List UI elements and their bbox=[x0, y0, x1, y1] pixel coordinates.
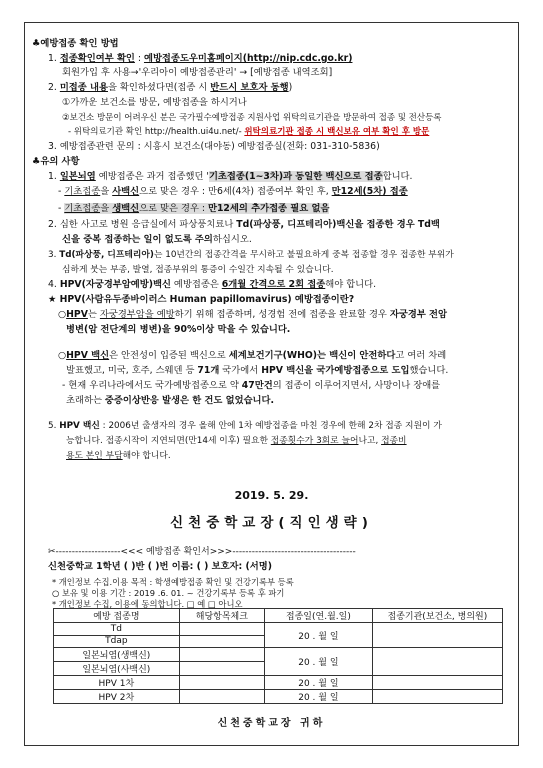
hpv-heading: ★ HPV(사람유두종바이러스 Human papillomavirus) 예방접종이란? bbox=[48, 294, 355, 305]
notice-item-2-cont: 신을 중복 접종하는 일이 없도록 주의하십시오. bbox=[62, 234, 252, 245]
hpv-para-1: ○HPV는 자궁경부암을 예방하기 위해 접종하며, 성경험 전에 접종을 완료할 경우 자궁경부 전암 bbox=[58, 309, 447, 320]
privacy-consent: * 개인정보 수집, 이용에 동의합니다. □ 예 □ 아니오 bbox=[52, 599, 243, 609]
notice-item-5-cont: 능합니다. 접종시작이 지연되면(만14세 이후) 필요한 접종횟수가 3회로 늘어나고, 접종비 bbox=[66, 436, 407, 446]
student-info-line: 신천중학교 1학년 ( )반 ( )번 이름: ( ) 보호자: (서명) bbox=[48, 561, 272, 572]
notice-item-5-cont2: 용도 본인 부담해야 합니다. bbox=[66, 451, 171, 461]
section1-line7: 3. 예방접종관련 문의 : 시흥시 보건소(대야동) 예방접종실(전화: 031-310-5836) bbox=[48, 141, 380, 152]
col-clinic: 접종기관(보건소, 병의원) bbox=[372, 609, 502, 623]
notice-item-2: 2. 심한 사고로 병원 응급실에서 파상풍치료나 Td(파상풍, 디프테리아)백신을 접종한 경우 Td백 bbox=[48, 219, 440, 230]
notice-item-1a: - 기초접종을 사백신으로 맞은 경우 : 만6세(4차) 접종여부 확인 후, 만12세(5차) 접종 bbox=[58, 186, 408, 197]
date-cell[interactable]: 20 . 월 일 bbox=[265, 690, 373, 704]
vaccine-name: 일본뇌염(사백신) bbox=[54, 662, 180, 676]
clinic-cell[interactable] bbox=[372, 623, 502, 648]
notice-item-3: 3. Td(파상풍, 디프테리아)는 10년간의 접종간격을 무시하고 불필요하게 중복 접종할 경우 접종한 부위가 bbox=[48, 250, 454, 260]
date-cell[interactable]: 20 . 월 일 bbox=[265, 623, 373, 648]
notice-item-5: 5. HPV 백신 : 2006년 출생자의 경우 올해 안에 1차 예방접종을 마친 경우에 한해 2차 접종 지원이 가 bbox=[48, 421, 442, 431]
section1-title: ♣예방접종 확인 방법 bbox=[32, 38, 119, 49]
hpv-para-3-cont: 초래하는 중증이상반응 발생은 한 건도 없었습니다. bbox=[66, 395, 275, 406]
table-row bbox=[54, 623, 503, 636]
section1-line6: - 위탁의료기관 확인 http://health.ui4u.net/- 위탁의료기관 접종 시 백신보유 여부 확인 후 방문 bbox=[68, 127, 430, 137]
check-cell[interactable] bbox=[179, 662, 264, 676]
check-cell[interactable] bbox=[179, 690, 264, 704]
check-cell[interactable] bbox=[179, 623, 264, 636]
notice-item-1b: - 기초접종을 생백신으로 맞은 경우 : 만12세의 추가접종 필요 없음 bbox=[58, 203, 330, 214]
table-header-row bbox=[54, 609, 503, 623]
notice-item-3-cont: 심하게 붓는 부종, 발열, 접종부위의 통증이 수일간 지속될 수 있습니다. bbox=[62, 265, 334, 275]
hpv-para-2: ○HPV 백신은 안전성이 입증된 백신으로 세계보건기구(WHO)는 백신이 안전하다고 여러 차례 bbox=[58, 350, 447, 361]
cut-line: ✂--------------------<<< 예방접종 확인서>>>-------------------------------------- bbox=[48, 547, 356, 557]
col-vaccine: 예방 접종명 bbox=[54, 609, 180, 623]
clinic-cell[interactable] bbox=[372, 690, 502, 704]
hpv-para-2-cont: 발표했고, 미국, 호주, 스웨덴 등 71개 국가에서 HPV 백신을 국가예방접종으로 도입했습니다. bbox=[66, 365, 449, 376]
vaccine-name: Td bbox=[54, 623, 180, 636]
section1-line4: ①가까운 보건소를 방문, 예방접종을 하시거나 bbox=[62, 97, 247, 108]
table-row bbox=[54, 676, 503, 690]
section2-title: ♣유의 사항 bbox=[32, 156, 80, 167]
col-check: 해당항목체크 bbox=[179, 609, 264, 623]
clinic-cell[interactable] bbox=[372, 676, 502, 690]
privacy-period: ○ 보유 및 이용 기간 : 2019 .6. 01. ~ 건강기록부 등록 후 파기 bbox=[52, 588, 285, 598]
issue-date: 2019. 5. 29. bbox=[234, 489, 309, 502]
privacy-purpose: * 개인정보 수집.이용 목적 : 학생예방접종 확인 및 건강기록부 등록 bbox=[52, 577, 294, 587]
date-cell[interactable]: 20 . 월 일 bbox=[265, 676, 373, 690]
footer-addressee: 신천중학교장 귀하 bbox=[217, 718, 326, 729]
table-row bbox=[54, 648, 503, 662]
vaccination-table bbox=[53, 608, 503, 704]
notice-item-4: 4. HPV(자궁경부암예방)백신 예방접종은 6개월 간격으로 2회 접종해야 합니다. bbox=[48, 279, 377, 290]
vaccine-name: 일본뇌염(생백신) bbox=[54, 648, 180, 662]
school-principal: 신천중학교장(직인생략) bbox=[170, 515, 373, 531]
check-cell[interactable] bbox=[179, 676, 264, 690]
col-date: 접종일(연.월.일) bbox=[265, 609, 373, 623]
vaccine-name: HPV 1차 bbox=[54, 676, 180, 690]
section1-line5: ②보건소 방문이 어려우신 분은 국가필수예방접종 지원사업 위탁의료기관을 방문하여 접종 및 전산등록 bbox=[62, 113, 442, 123]
hpv-para-1-cont: 병변(암 전단계의 병변)을 90%이상 막을 수 있습니다. bbox=[66, 324, 291, 335]
vaccine-name: Tdap bbox=[54, 635, 180, 648]
section1-line2: 회원가입 후 사용→'우리아이 예방접종관리' → [예방접종 내역조회] bbox=[62, 67, 333, 78]
check-cell[interactable] bbox=[179, 648, 264, 662]
section1-line1: 1. 접종확인여부 확인 : 예방접종도우미홈페이지(http://nip.cdc.go.kr) bbox=[48, 53, 353, 64]
date-cell[interactable]: 20 . 월 일 bbox=[265, 648, 373, 676]
notice-item-1: 1. 일본뇌염 예방접종은 과거 접종했던 '기초접종(1~3차)과 동일한 백신으로 접종합니다. bbox=[48, 171, 413, 182]
clinic-cell[interactable] bbox=[372, 648, 502, 676]
table-row bbox=[54, 690, 503, 704]
check-cell[interactable] bbox=[179, 635, 264, 648]
hpv-para-3: - 현재 우리나라에서도 국가예방접종으로 약 47만건의 접종이 이루어지면서, 사망이나 장애를 bbox=[62, 380, 441, 391]
section1-line3: 2. 미접종 내용을 확인하셨다면(접종 시 반드시 보호자 동행) bbox=[48, 82, 293, 93]
vaccine-name: HPV 2차 bbox=[54, 690, 180, 704]
